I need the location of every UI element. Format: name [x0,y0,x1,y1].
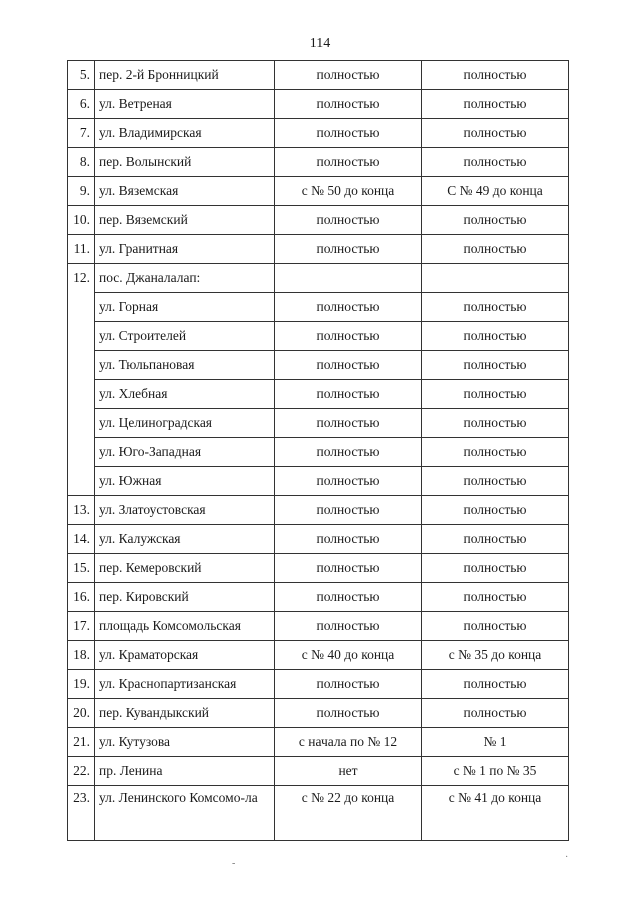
even-side-range: С № 49 до конца [422,177,569,206]
table-row [68,670,569,699]
row-number [68,409,95,438]
row-number [68,293,95,322]
even-side-range: полностью [422,496,569,525]
table-row [68,119,569,148]
table-row [68,206,569,235]
table-row [68,438,569,467]
street-name: ул. Южная [95,467,275,496]
street-table [67,60,569,841]
even-side-range: № 1 [422,728,569,757]
table-row [68,293,569,322]
table-row [68,235,569,264]
even-side-range: полностью [422,554,569,583]
street-name: пр. Ленина [95,757,275,786]
even-side-range: полностью [422,90,569,119]
even-side-range: полностью [422,119,569,148]
even-side-range: полностью [422,235,569,264]
page-number: 114 [309,36,331,51]
odd-side-range [275,264,422,293]
table-row [68,583,569,612]
row-number: 15. [68,554,95,583]
even-side-range: полностью [422,525,569,554]
even-side-range: полностью [422,583,569,612]
street-name: ул. Гранитная [95,235,275,264]
street-name: ул. Ленинского Комсомо-ла [95,786,275,841]
table-row [68,786,569,841]
table-row [68,554,569,583]
street-name: ул. Краснопартизанская [95,670,275,699]
street-name: ул. Юго-Западная [95,438,275,467]
row-number: 17. [68,612,95,641]
street-name: ул. Владимирская [95,119,275,148]
odd-side-range: полностью [275,670,422,699]
even-side-range: полностью [422,206,569,235]
odd-side-range: с № 50 до конца [275,177,422,206]
odd-side-range: полностью [275,438,422,467]
street-name: пер. Волынский [95,148,275,177]
odd-side-range: полностью [275,235,422,264]
even-side-range: полностью [422,409,569,438]
street-name: ул. Кутузова [95,728,275,757]
even-side-range: полностью [422,351,569,380]
even-side-range: полностью [422,61,569,90]
odd-side-range: полностью [275,90,422,119]
even-side-range: полностью [422,467,569,496]
table-row [68,757,569,786]
row-number: 8. [68,148,95,177]
table-row [68,61,569,90]
row-number: 9. [68,177,95,206]
odd-side-range: полностью [275,496,422,525]
table-row [68,322,569,351]
even-side-range: полностью [422,699,569,728]
even-side-range: с № 41 до конца [422,786,569,841]
row-number [68,438,95,467]
row-number: 20. [68,699,95,728]
odd-side-range: полностью [275,699,422,728]
table-row [68,90,569,119]
table-row [68,264,569,293]
street-name: ул. Хлебная [95,380,275,409]
table-row [68,409,569,438]
row-number [68,380,95,409]
even-side-range: полностью [422,293,569,322]
row-number: 18. [68,641,95,670]
row-number [68,351,95,380]
odd-side-range: полностью [275,119,422,148]
street-name: пер. Кировский [95,583,275,612]
even-side-range: с № 1 по № 35 [422,757,569,786]
table-row [68,612,569,641]
street-name: пер. Кувандыкский [95,699,275,728]
odd-side-range: полностью [275,293,422,322]
street-name: ул. Ветреная [95,90,275,119]
table-row [68,496,569,525]
even-side-range: полностью [422,670,569,699]
table-row [68,177,569,206]
street-name: площадь Комсомольская [95,612,275,641]
row-number: 10. [68,206,95,235]
even-side-range: полностью [422,612,569,641]
odd-side-range: полностью [275,467,422,496]
table-row [68,351,569,380]
even-side-range: полностью [422,438,569,467]
street-name: пос. Джаналалап: [95,264,275,293]
row-number: 23. [68,786,95,841]
street-name: ул. Калужская [95,525,275,554]
scan-mark: · [565,852,569,863]
row-number: 7. [68,119,95,148]
even-side-range: полностью [422,380,569,409]
odd-side-range: полностью [275,525,422,554]
even-side-range: полностью [422,322,569,351]
table-row [68,380,569,409]
row-number: 11. [68,235,95,264]
odd-side-range: с № 40 до конца [275,641,422,670]
odd-side-range: полностью [275,409,422,438]
row-number: 14. [68,525,95,554]
street-name: ул. Вяземская [95,177,275,206]
scan-mark: - [232,858,236,869]
row-number: 5. [68,61,95,90]
row-number: 16. [68,583,95,612]
odd-side-range: полностью [275,612,422,641]
street-name: ул. Краматорская [95,641,275,670]
table-row [68,148,569,177]
even-side-range: с № 35 до конца [422,641,569,670]
table-row [68,641,569,670]
odd-side-range: полностью [275,322,422,351]
street-name: ул. Златоустовская [95,496,275,525]
table-row [68,467,569,496]
street-name: пер. Вяземский [95,206,275,235]
row-number [68,467,95,496]
street-name: пер. 2-й Бронницкий [95,61,275,90]
odd-side-range: с начала по № 12 [275,728,422,757]
odd-side-range: с № 22 до конца [275,786,422,841]
street-name: ул. Целиноградская [95,409,275,438]
odd-side-range: полностью [275,351,422,380]
odd-side-range: полностью [275,148,422,177]
odd-side-range: нет [275,757,422,786]
row-number: 12. [68,264,95,293]
row-number: 22. [68,757,95,786]
row-number: 6. [68,90,95,119]
street-name: ул. Тюльпановая [95,351,275,380]
even-side-range [422,264,569,293]
odd-side-range: полностью [275,61,422,90]
table-row [68,728,569,757]
table-row [68,525,569,554]
row-number: 19. [68,670,95,699]
row-number: 13. [68,496,95,525]
street-name: пер. Кемеровский [95,554,275,583]
odd-side-range: полностью [275,583,422,612]
row-number [68,322,95,351]
street-name: ул. Горная [95,293,275,322]
table-row [68,699,569,728]
odd-side-range: полностью [275,554,422,583]
odd-side-range: полностью [275,380,422,409]
row-number: 21. [68,728,95,757]
street-name: ул. Строителей [95,322,275,351]
even-side-range: полностью [422,148,569,177]
odd-side-range: полностью [275,206,422,235]
